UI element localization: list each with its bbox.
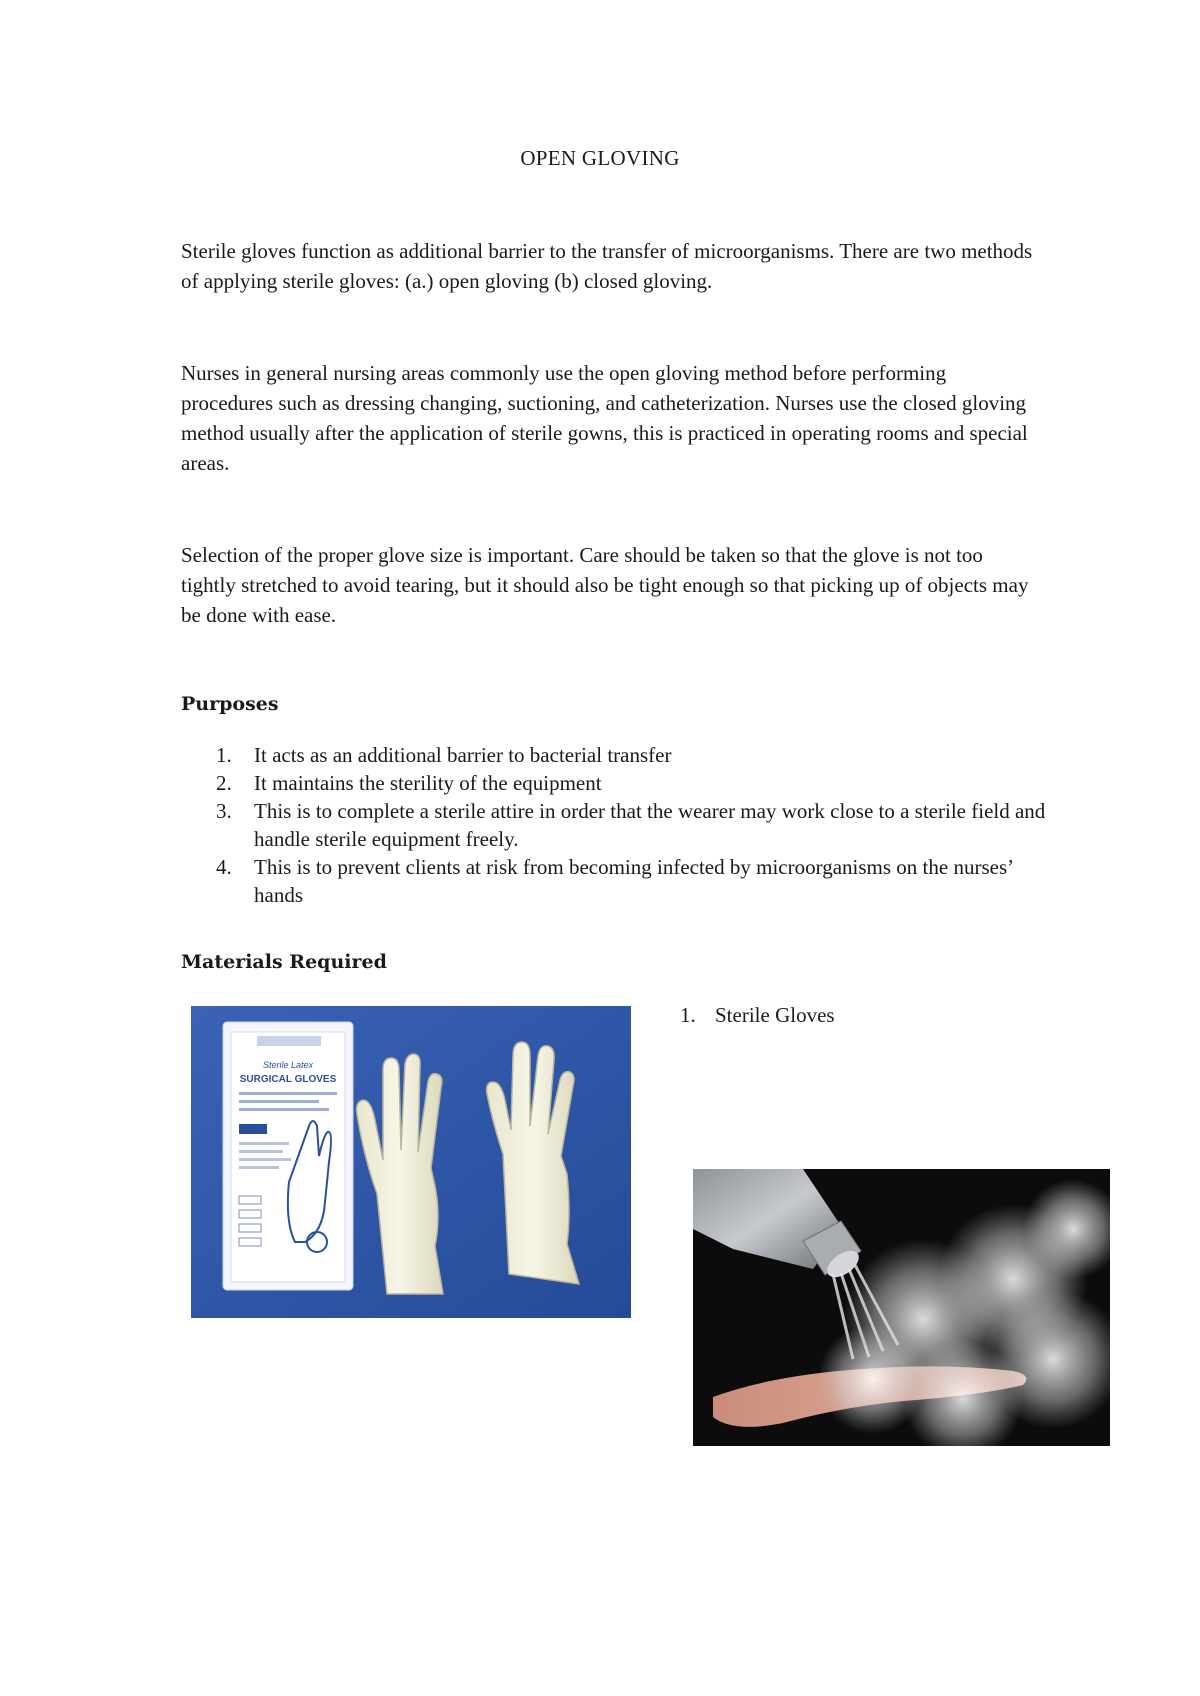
purposes-list: [216, 741, 1046, 909]
methods-paragraph: Nurses in general nursing areas commonly use the open gloving method before performing procedures such as dressing changing, suctioning, and catheterization. Nurses use the closed gloving method usually after the application of sterile gowns, this is practiced in operating rooms and special areas.: [181, 361, 1028, 475]
list-item: [216, 769, 1046, 797]
sterile-gloves-illustration: [191, 1006, 631, 1318]
purposes-heading: Purposes: [181, 693, 279, 715]
list-item: [216, 797, 1046, 853]
materials-list: [680, 1001, 1080, 1029]
list-number: 2.: [216, 771, 232, 795]
list-item-text: It maintains the sterility of the equipment: [254, 771, 602, 795]
list-item-text: It acts as an additional barrier to bacterial transfer: [254, 743, 672, 767]
list-item-text: This is to prevent clients at risk from becoming infected by microorganisms on the nurses’ hands: [254, 855, 1013, 907]
sterile-gloves-photo: [191, 1006, 631, 1318]
list-number: 1.: [680, 1003, 696, 1027]
intro-paragraph: Sterile gloves function as additional barrier to the transfer of microorganisms. There are two methods of applying sterile gloves: (a.) open gloving (b) closed gloving.: [181, 239, 1033, 293]
page-title: OPEN GLOVING: [520, 146, 680, 170]
list-number: 3.: [216, 799, 232, 823]
package-label-line1: Sterile Latex: [262, 1060, 314, 1070]
package-label-line2: SURGICAL GLOVES: [239, 1074, 337, 1085]
list-item: [216, 853, 1046, 909]
glove-package: [223, 1022, 353, 1290]
powder-photo: [693, 1169, 1110, 1446]
powder-illustration: [693, 1169, 1110, 1446]
list-item-text: This is to complete a sterile attire in order that the wearer may work close to a sterile field and handle sterile equipment freely.: [254, 799, 1046, 851]
list-number: 4.: [216, 855, 232, 879]
list-item: [680, 1001, 1080, 1029]
list-number: 1.: [216, 743, 232, 767]
list-item-text: Sterile Gloves: [715, 1003, 835, 1027]
list-item: [216, 741, 1046, 769]
glove-size-paragraph: Selection of the proper glove size is important. Care should be taken so that the glove is not too tightly stretched to avoid tearing, but it should also be tight enough so that picking up of objects may be done with ease.: [181, 543, 1029, 627]
materials-heading: Materials Required: [181, 951, 387, 973]
